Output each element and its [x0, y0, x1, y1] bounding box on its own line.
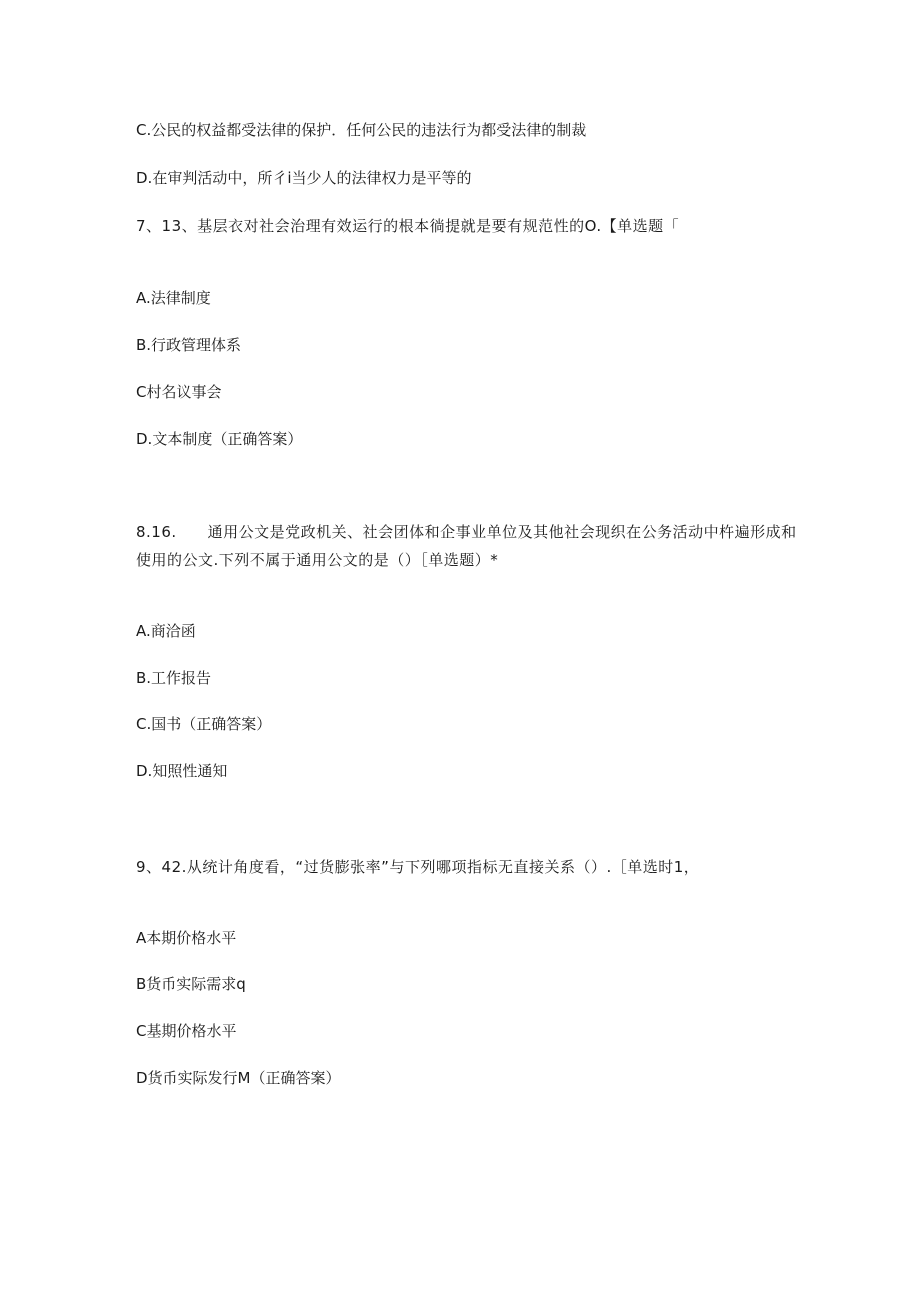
- question-8-option-a: A.商洽函: [136, 622, 196, 640]
- question-9-option-b: B货币实际需求q: [136, 975, 246, 993]
- question-7-option-a: A.法律制度: [136, 289, 211, 307]
- question-9-option-a: A本期价格水平: [136, 929, 237, 947]
- question-7-option-b: B.行政管理体系: [136, 336, 242, 354]
- question-7: 7、13、基层衣对社会治理有效运行的根本徜提就是要有规范性的O.【单选题「: [136, 217, 680, 235]
- question-8-option-c: C.国书（正确答案）: [136, 715, 272, 733]
- question-9-option-c: C基期价格水平: [136, 1022, 237, 1040]
- question-7-option-c: C村名议事会: [136, 383, 222, 401]
- question-8-line-2: 使用的公文.下列不属于通用公文的是（）［单选题）*: [136, 551, 499, 569]
- question-8-line-1: 8.16. 通用公文是党政机关、社会团体和企事业单位及其他社会现织在公务活动中杵遍形成和: [136, 523, 797, 541]
- question-8-option-b: B.工作报告: [136, 669, 212, 687]
- question-9: 9、42.从统计角度看，“过货膨张率”与下列哪项指标无直接关系（）.［单选时1，: [136, 858, 700, 876]
- question-9-option-d: D货币实际发行M（正确答案）: [136, 1069, 341, 1087]
- question-8-option-d: D.知照性通知: [136, 762, 228, 780]
- option-c-text: C.公民的权益都受法律的保护．任何公民的违法行为都受法律的制裁: [136, 121, 587, 139]
- question-7-option-d: D.文本制度（正确答案）: [136, 430, 303, 448]
- option-d-text: D.在审判活动中，所彳i当少人的法律权力是平等的: [136, 169, 472, 187]
